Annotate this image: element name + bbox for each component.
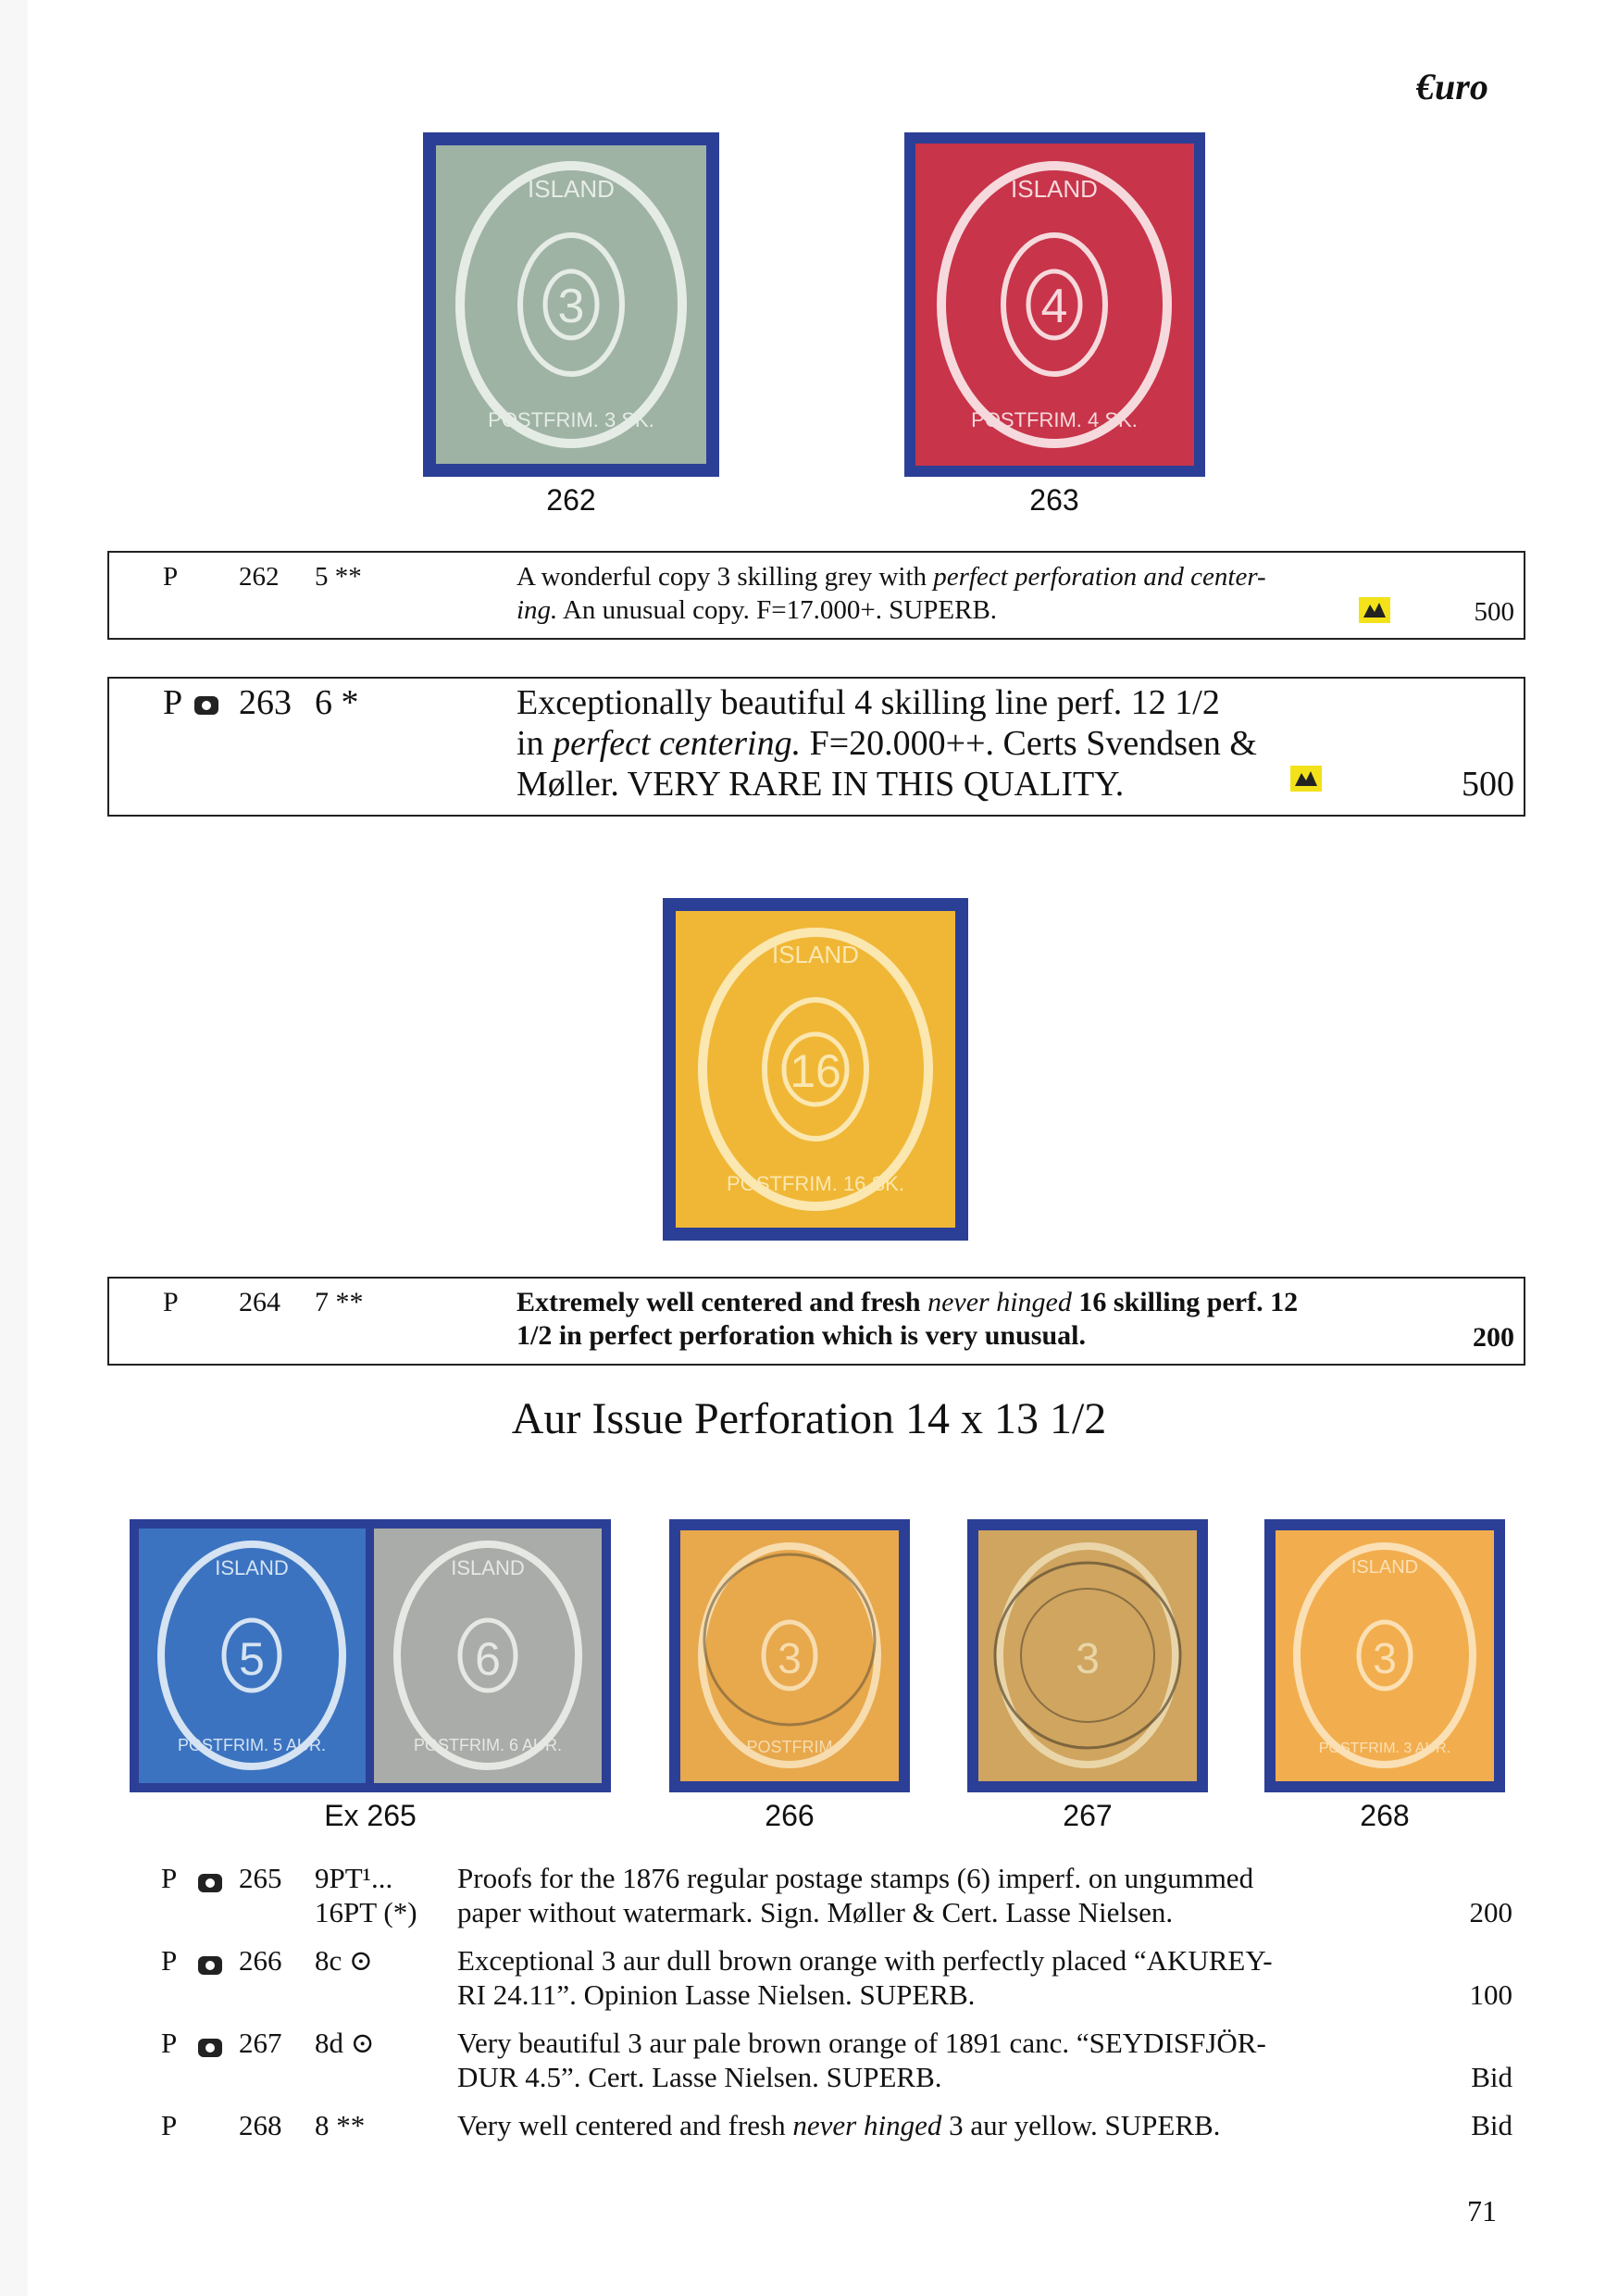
camera-icon	[194, 682, 224, 723]
camera-icon	[198, 1945, 228, 1979]
catalogue-number: 9PT¹...	[315, 1862, 393, 1894]
svg-text:POSTFRIM. 5 AUR.: POSTFRIM. 5 AUR.	[177, 1736, 327, 1754]
stamp-image-268	[1264, 1519, 1505, 1792]
lot-description: A wonderful copy 3 skilling grey with perfect perforation and center- ing. An unusual copy. F=17.000+. SUPERB.	[517, 562, 1266, 625]
stamp-caption-266: 266	[765, 1799, 815, 1832]
lot-number: 265	[239, 1862, 282, 1894]
lot-number: 263	[239, 683, 292, 722]
lot-description: Very well centered and fresh never hinged 3 aur yellow. SUPERB.	[457, 2109, 1221, 2141]
lot-prefix: P	[163, 1287, 179, 1317]
lot-267-row	[161, 2026, 1512, 2096]
svg-text:ISLAND: ISLAND	[215, 1556, 289, 1579]
lot-price: Bid	[1471, 2061, 1512, 2093]
lot-prefix: P	[161, 1862, 178, 1894]
lot-prefix: P	[163, 562, 179, 592]
lot-268-row	[161, 2108, 1512, 2145]
catalogue-number: 6 *	[315, 683, 359, 722]
lot-price: 100	[1469, 1978, 1512, 2011]
catalogue-number: 5 **	[315, 562, 362, 592]
catalogue-number: 8d ⊙	[315, 2027, 375, 2059]
section-title: Aur Issue Perforation 14 x 13 1/2	[511, 1394, 1107, 1443]
currency-label: €uro	[1416, 66, 1488, 107]
catalogue-number: 7 **	[315, 1287, 364, 1317]
svg-text:3: 3	[778, 1634, 802, 1682]
catalogue-number: 8 **	[315, 2109, 366, 2141]
lot-price: 500	[1474, 597, 1514, 627]
stamp-caption-262: 262	[546, 483, 596, 517]
stamp-caption-268: 268	[1360, 1799, 1410, 1832]
lot-description: Proofs for the 1876 regular postage stamps (6) imperf. on ungummed paper without watermark. Sign. Møller & Cert. Lasse Nielsen.	[457, 1862, 1254, 1928]
page-number: 71	[1467, 2194, 1497, 2227]
lot-prefix: P	[161, 2109, 178, 2141]
lot-prefix: P	[163, 683, 183, 722]
lot-number: 268	[239, 2109, 282, 2141]
svg-text:ISLAND: ISLAND	[451, 1556, 525, 1579]
lot-description: Exceptional 3 aur dull brown orange with perfectly placed “AKUREY- RI 24.11”. Opinion Lasse Nielsen. SUPERB.	[457, 1944, 1273, 2011]
svg-text:POSTFRIM. 3 SK.: POSTFRIM. 3 SK.	[488, 408, 654, 431]
svg-text:ISLAND: ISLAND	[1350, 1557, 1419, 1578]
stamp-image-262	[423, 132, 719, 477]
certificate-icon	[1290, 766, 1322, 792]
stamp-caption-267: 267	[1063, 1799, 1113, 1832]
svg-text:3: 3	[1076, 1634, 1100, 1682]
stamp-caption-265: Ex 265	[324, 1799, 417, 1832]
lot-price: 200	[1469, 1896, 1512, 1928]
stamp-image-266	[669, 1519, 910, 1792]
stamp-image-264	[663, 898, 968, 1241]
lot-description: Extremely well centered and fresh never hinged 16 skilling perf. 12 1/2 in perfect perforation which is very unusual.	[517, 1287, 1299, 1351]
lot-prefix: P	[161, 2027, 178, 2059]
svg-text:POSTFRIM. 16 SK.: POSTFRIM. 16 SK.	[727, 1172, 904, 1195]
lot-price: Bid	[1471, 2109, 1512, 2141]
svg-text:POSTFRIM. 6 AUR.: POSTFRIM. 6 AUR.	[413, 1736, 563, 1754]
stamp-image-267	[967, 1519, 1208, 1792]
lot-263-box	[107, 677, 1525, 817]
svg-text:ISLAND: ISLAND	[772, 941, 859, 968]
svg-text:5: 5	[239, 1633, 265, 1685]
svg-text:3: 3	[1373, 1634, 1397, 1682]
lot-prefix: P	[161, 1944, 178, 1977]
svg-text:6: 6	[475, 1633, 501, 1685]
lot-262-box	[107, 551, 1525, 640]
svg-text:POSTFRIM. 3 AUR.: POSTFRIM. 3 AUR.	[1318, 1741, 1451, 1756]
certificate-icon	[1359, 597, 1390, 623]
camera-icon	[198, 1863, 228, 1897]
svg-text:ISLAND: ISLAND	[528, 175, 615, 203]
catalogue-number-2: 16PT (*)	[315, 1896, 417, 1928]
lot-price: 500	[1462, 765, 1514, 804]
catalogue-number: 8c ⊙	[315, 1944, 373, 1977]
lot-265-row	[161, 1861, 1512, 1931]
lot-price: 200	[1473, 1322, 1514, 1353]
svg-text:4: 4	[1040, 280, 1068, 333]
lot-266-row	[161, 1943, 1512, 2014]
svg-text:ISLAND: ISLAND	[1011, 175, 1098, 203]
lot-description: Very beautiful 3 aur pale brown orange of 1891 canc. “SEYDISFJÖR- DUR 4.5”. Cert. Lasse Nielsen. SUPERB.	[457, 2027, 1266, 2093]
lot-number: 262	[239, 562, 280, 592]
stamp-image-265-proofs	[130, 1519, 611, 1792]
lot-number: 267	[239, 2027, 282, 2059]
lot-description: Exceptionally beautiful 4 skilling line perf. 12 1/2 in perfect centering. F=20.000++. Certs Svendsen & Møller. VERY RARE IN THIS QUALITY.	[517, 683, 1257, 804]
stamp-caption-263: 263	[1029, 483, 1079, 517]
lot-number: 264	[239, 1287, 280, 1317]
svg-text:POSTFRIM: POSTFRIM	[746, 1738, 833, 1756]
svg-text:POSTFRIM. 4 SK.: POSTFRIM. 4 SK.	[971, 408, 1138, 431]
stamp-image-263	[904, 132, 1205, 477]
lot-264-box	[107, 1277, 1525, 1366]
camera-icon	[198, 2028, 228, 2062]
lot-number: 266	[239, 1944, 282, 1977]
svg-text:16: 16	[790, 1045, 841, 1097]
svg-text:3: 3	[557, 280, 585, 333]
